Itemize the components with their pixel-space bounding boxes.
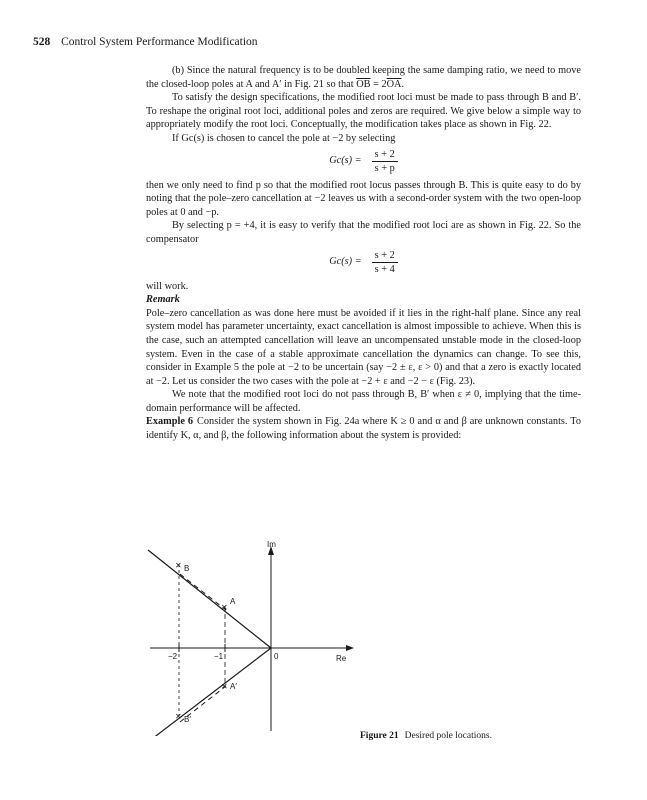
equation-1: [146, 148, 581, 175]
ray-dash-upper: [180, 574, 226, 610]
remark-paragraph-2: We note that the modified root loci do not pass through B, B′ when ε ≠ 0, implying that the time-domain performance will be affected.: [146, 389, 581, 414]
running-header: [33, 36, 258, 48]
axis-label-im: Im: [267, 540, 276, 549]
paragraph-4: then we only need to find p so that the modified root locus passes through B. This is quite easy to do by noting that the pole–zero cancellation at −2 leaves us with a second-order system with the two open-loop poles at 0 and −p.: [146, 179, 581, 218]
equation-2-numerator: s + 2: [372, 249, 398, 263]
page-number: 528: [33, 36, 51, 48]
equation-1-lhs: Gc(s) =: [329, 155, 362, 167]
equation-2-lhs: Gc(s) =: [329, 256, 362, 268]
label-b: B: [184, 564, 190, 573]
label-b-prime: B′: [184, 715, 191, 724]
label-a-prime: A′: [230, 682, 237, 691]
paragraph-6: will work.: [146, 280, 189, 292]
remark-heading: Remark: [146, 294, 180, 306]
eq-text: = 2: [370, 78, 387, 90]
example-6: [146, 415, 581, 442]
figure-caption-label: Figure 21: [360, 731, 399, 741]
paragraph-2: To satisfy the design specifications, the modified root loci must be made to pass through B and B′. To reshape the original root loci, additional poles and zeros are required. We give below a simple way to appropriately modify the root loci. Conceptually, the modification takes place as shown in Fig. 22.: [146, 92, 581, 131]
equation-1-fraction: [372, 148, 398, 175]
paragraph-5: By selecting p = +4, it is easy to verify that the modified root loci are as shown in Fig. 22. So the compensator: [146, 220, 581, 245]
tick-label-0: 0: [274, 652, 279, 661]
equation-1-numerator: s + 2: [372, 148, 398, 162]
ob-overline: $\overline{OB}$: [356, 78, 371, 90]
figure-21: [140, 536, 360, 736]
equation-1-denominator: s + p: [374, 162, 395, 174]
tick-label-neg2: −2: [168, 652, 178, 661]
equation-2-fraction: [372, 249, 398, 276]
figure-caption: [360, 731, 492, 741]
p1-end: .: [401, 78, 405, 90]
pole-a-mark: ✕: [221, 603, 228, 612]
root-locus-diagram: [140, 536, 360, 736]
pole-b-prime-mark: ✕: [175, 712, 182, 721]
body-text: [146, 64, 581, 443]
real-axis-arrow: [346, 645, 354, 651]
figure-caption-text: Desired pole locations.: [404, 731, 492, 741]
example-text: Consider the system shown in Fig. 24a where K ≥ 0 and α and β are unknown constants. To identify K, α, and β, the following information about the system is provided:: [146, 416, 582, 442]
axis-label-re: Re: [336, 654, 347, 663]
remark-paragraph-1: Pole–zero cancellation as was done here must be avoided if it lies in the right-half plane. Since any real system model has parameter uncertainty, exact cancellation is almost impossible to achieve. When this is the case, such an attempted cancellation will leave an uncompensated unstable mode in the closed-loop system. Even in the case of a stable approximate cancellation the dynamics can change. To see this, consider in Example 5 the pole at −2 to be uncertain (say −2 ± ε, ε > 0) and that a zero is exactly located at −2. Let us consider the two cases with the pole at −2 + ε and −2 − ε (Fig. 23).: [146, 307, 581, 387]
tick-label-neg1: −1: [214, 652, 224, 661]
ray-to-b: [148, 550, 271, 648]
pole-a-prime-mark: ✕: [221, 682, 228, 691]
ray-to-b-prime: [148, 648, 271, 736]
equation-2: [146, 249, 581, 276]
example-label: Example 6: [146, 416, 194, 428]
paragraph-1: [146, 64, 581, 91]
label-a: A: [230, 597, 236, 606]
running-title: Control System Performance Modification: [61, 36, 258, 48]
paragraph-1-text: (b) Since the natural frequency is to be doubled keeping the same damping ratio, we need to move the closed-loop poles at A and A′ in Fig. 21 so that: [146, 65, 581, 90]
pole-b-mark: ✕: [175, 561, 182, 570]
equation-2-denominator: s + 4: [374, 263, 395, 275]
oa-overline: $\overline{OA}$: [386, 78, 402, 90]
paragraph-3: If Gc(s) is chosen to cancel the pole at −2 by selecting: [172, 132, 396, 144]
